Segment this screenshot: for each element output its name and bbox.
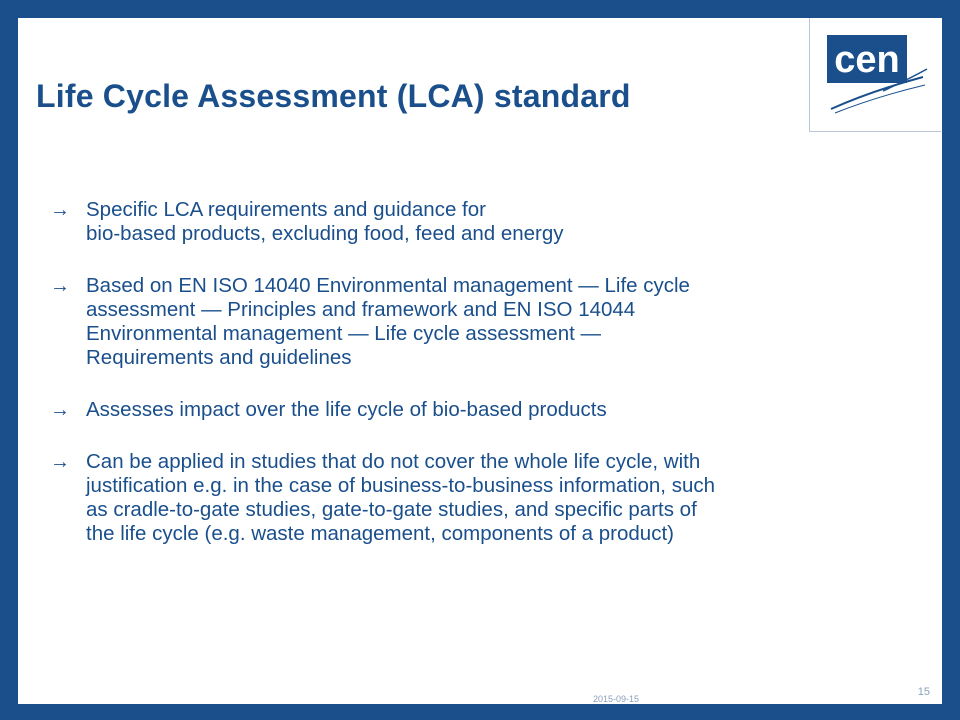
bullet-item [48, 450, 928, 546]
bullet-item [48, 198, 928, 246]
logo-text: cen [834, 39, 900, 81]
bullet-line: Requirements and guidelines [86, 346, 352, 369]
bullet-line: the life cycle (e.g. waste management, components of a product) [86, 522, 674, 545]
bullet-line: justification e.g. in the case of business-to-business information, such [86, 474, 715, 497]
bullet-item [48, 398, 928, 422]
cen-logo [809, 18, 941, 132]
bullet-list [48, 198, 928, 574]
bullet-line: as cradle-to-gate studies, gate-to-gate studies, and specific parts of [86, 498, 697, 521]
slide-title: Life Cycle Assessment (LCA) standard [36, 78, 631, 114]
bullet-line: Assesses impact over the life cycle of bio-based products [86, 398, 607, 421]
arrow-right-icon: → [50, 451, 70, 473]
bullet-line: bio-based products, excluding food, feed and energy [86, 222, 564, 245]
bullet-line: Based on EN ISO 14040 Environmental management — Life cycle [86, 274, 690, 297]
slide-date: 2015-09-15 [593, 694, 640, 704]
arrow-right-icon: → [50, 199, 70, 221]
page-number: 15 [917, 686, 930, 698]
arrow-right-icon: → [50, 399, 70, 421]
cen-logo-icon [823, 31, 929, 117]
bullet-line: Specific LCA requirements and guidance for [86, 198, 486, 221]
bullet-line: assessment — Principles and framework and EN ISO 14044 [86, 298, 636, 321]
arrow-right-icon: → [50, 275, 70, 297]
bullet-item [48, 274, 928, 370]
bullet-line: Environmental management — Life cycle assessment — [86, 322, 602, 345]
slide [18, 18, 942, 704]
bullet-line: Can be applied in studies that do not cover the whole life cycle, with [86, 450, 701, 473]
